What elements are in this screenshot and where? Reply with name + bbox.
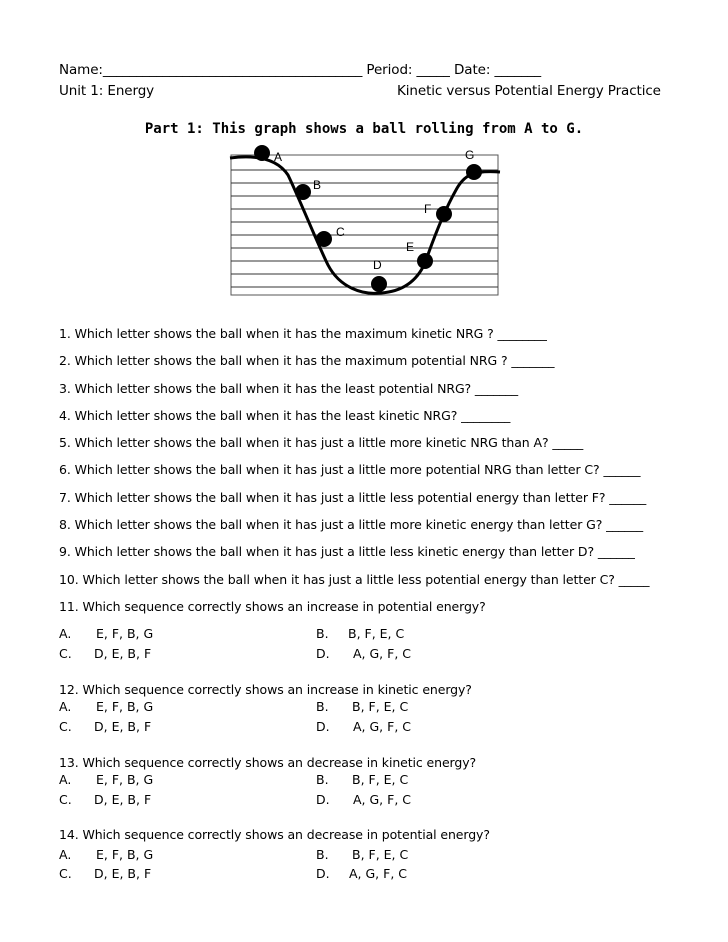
question-7: 7. Which letter shows the ball when it has just a little less potential energy than letter F? ______ [59, 490, 647, 505]
ball-f [436, 206, 452, 222]
question-3: 3. Which letter shows the ball when it has the least potential NRG? _______ [59, 381, 518, 396]
label-e: E [406, 240, 415, 254]
part1-title: Part 1: This graph shows a ball rolling from A to G. [144, 121, 584, 137]
q12-option-a-letter: A. [59, 699, 72, 714]
q14-option-c-text: D, E, B, F [94, 866, 152, 881]
q12-option-d-text: A, G, F, C [353, 719, 411, 734]
q13-option-d-text: A, G, F, C [353, 792, 411, 807]
q12-option-a-text: E, F, B, G [96, 699, 154, 714]
q14-option-a-text: E, F, B, G [96, 847, 154, 862]
q13-option-d-letter: D. [316, 792, 330, 807]
label-a: A [274, 150, 283, 164]
q14-option-d-text: A, G, F, C [349, 866, 407, 881]
question-2: 2. Which letter shows the ball when it has the maximum potential NRG ? _______ [59, 353, 555, 368]
question-1: 1. Which letter shows the ball when it has the maximum kinetic NRG ? ________ [59, 326, 547, 341]
label-c: C [336, 225, 345, 239]
q12-option-b-letter: B. [316, 699, 329, 714]
mc-question-11: 11. Which sequence correctly shows an increase in potential energy? [59, 599, 486, 614]
q11-option-b-text: B, F, E, C [348, 626, 405, 641]
ball-b [295, 184, 311, 200]
q14-option-b-text: B, F, E, C [352, 847, 409, 862]
name-period-date-line: Name:_______________________________________ Period: _____ Date: _______ [59, 62, 542, 78]
q12-option-c-text: D, E, B, F [94, 719, 152, 734]
label-f: F [424, 202, 432, 216]
q12-option-c-letter: C. [59, 719, 72, 734]
mc-question-12: 12. Which sequence correctly shows an increase in kinetic energy? [59, 682, 472, 697]
label-d: D [373, 258, 382, 272]
q11-option-c-letter: C. [59, 646, 72, 661]
q12-option-b-text: B, F, E, C [352, 699, 409, 714]
mc-question-13: 13. Which sequence correctly shows an decrease in kinetic energy? [59, 755, 477, 770]
question-5: 5. Which letter shows the ball when it has just a little more kinetic NRG than A? _____ [59, 435, 584, 450]
ball-d [371, 276, 387, 292]
unit-label: Unit 1: Energy [59, 83, 155, 99]
q11-option-d-letter: D. [316, 646, 330, 661]
q14-option-c-letter: C. [59, 866, 72, 881]
ball-g [466, 164, 482, 180]
label-g: G [465, 148, 475, 162]
question-10: 10. Which letter shows the ball when it has just a little less potential energy than letter C? _____ [59, 572, 650, 587]
worksheet-subtitle: Kinetic versus Potential Energy Practice [397, 83, 661, 99]
ball-rolling-graph [228, 145, 503, 300]
q11-option-b-letter: B. [316, 626, 329, 641]
q14-option-d-letter: D. [316, 866, 330, 881]
q14-option-a-letter: A. [59, 847, 72, 862]
q12-option-d-letter: D. [316, 719, 330, 734]
ball-e [417, 253, 433, 269]
question-4: 4. Which letter shows the ball when it has the least kinetic NRG? ________ [59, 408, 511, 423]
q13-option-b-letter: B. [316, 772, 329, 787]
ball-c [316, 231, 332, 247]
mc-question-14: 14. Which sequence correctly shows an decrease in potential energy? [59, 827, 490, 842]
question-6: 6. Which letter shows the ball when it has just a little more potential NRG than letter C? ______ [59, 462, 641, 477]
track-curve [230, 157, 500, 293]
label-b: B [313, 178, 322, 192]
q11-option-d-text: A, G, F, C [353, 646, 411, 661]
q14-option-b-letter: B. [316, 847, 329, 862]
q11-option-c-text: D, E, B, F [94, 646, 152, 661]
q13-option-a-text: E, F, B, G [96, 772, 154, 787]
question-8: 8. Which letter shows the ball when it has just a little more kinetic energy than letter G? ______ [59, 517, 643, 532]
q13-option-a-letter: A. [59, 772, 72, 787]
question-9: 9. Which letter shows the ball when it has just a little less kinetic energy than letter D? ______ [59, 544, 635, 559]
ball-a [254, 145, 270, 161]
balls [254, 145, 482, 292]
q13-option-c-text: D, E, B, F [94, 792, 152, 807]
q11-option-a-text: E, F, B, G [96, 626, 154, 641]
q11-option-a-letter: A. [59, 626, 72, 641]
q13-option-b-text: B, F, E, C [352, 772, 409, 787]
q13-option-c-letter: C. [59, 792, 72, 807]
